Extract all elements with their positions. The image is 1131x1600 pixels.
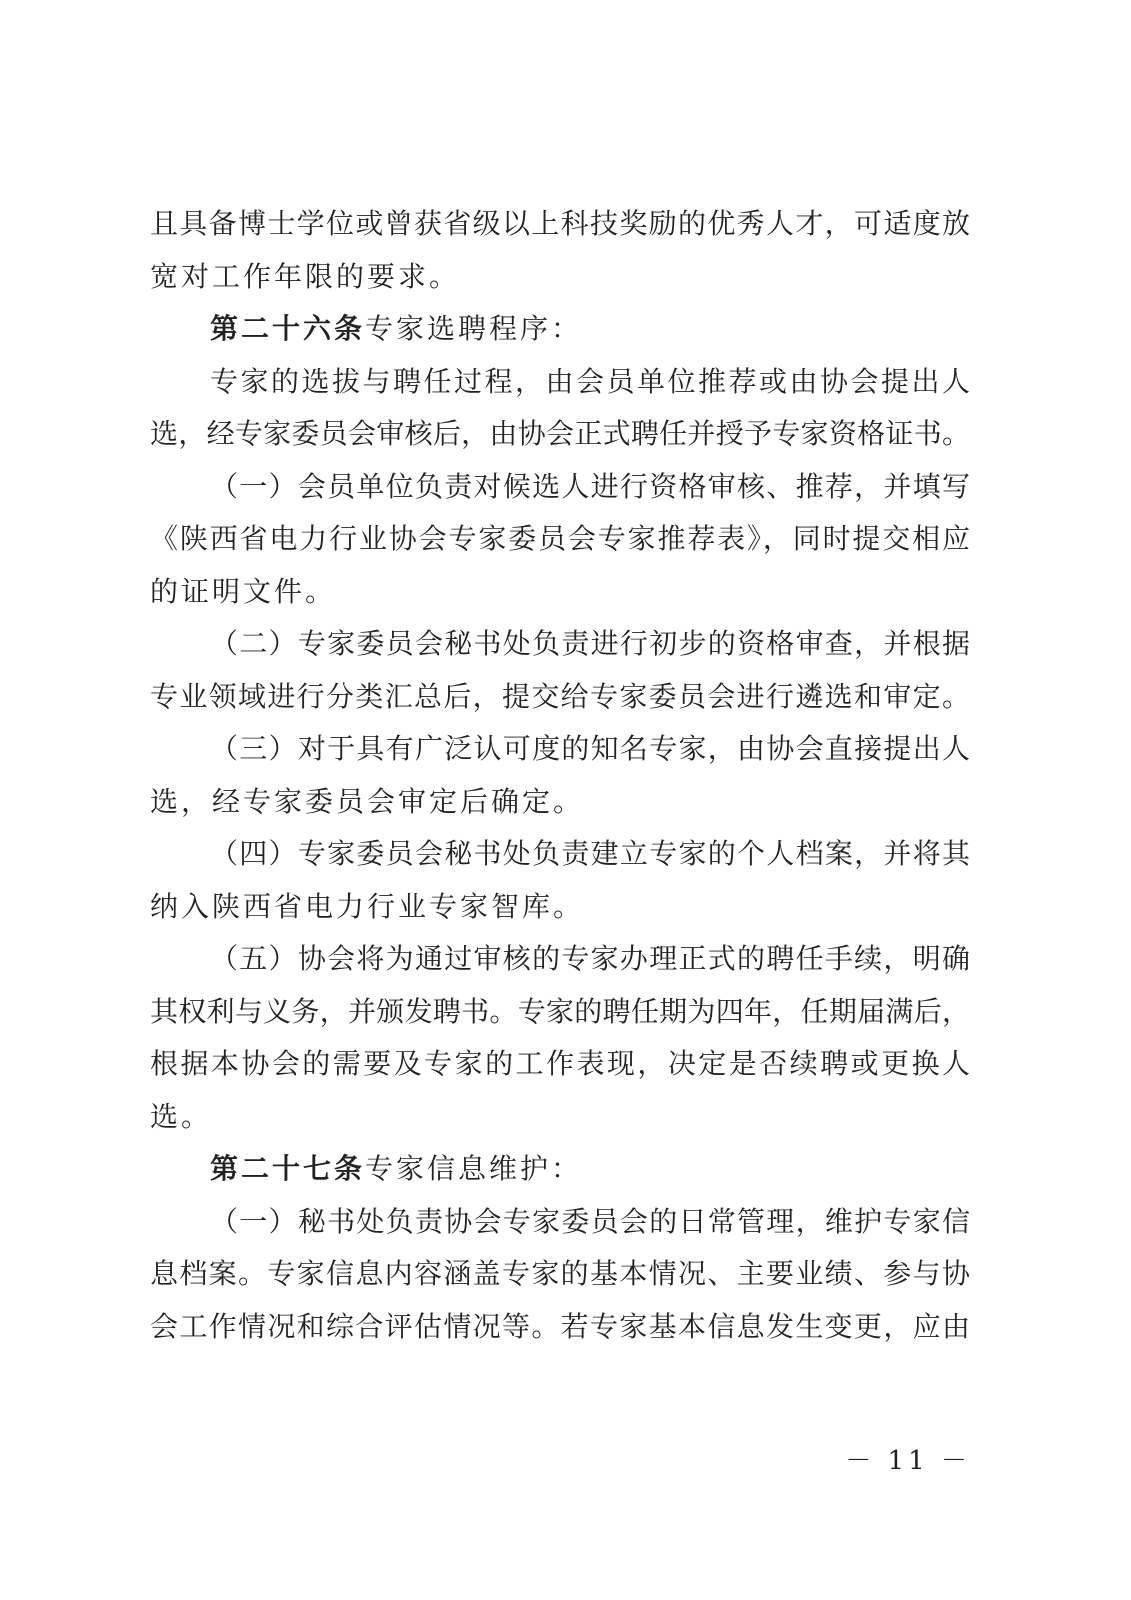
text-line: 其权利与义务，并颁发聘书。专家的聘任期为四年，任期届满后， (150, 994, 970, 1028)
article-heading (150, 303, 970, 356)
text-line: （一）秘书处负责协会专家委员会的日常管理，维护专家信 (210, 1204, 970, 1238)
text-line: 《陕西省电力行业协会专家委员会专家推荐表》，同时提交相应 (150, 522, 970, 555)
text-line: 且具备博士学位或曾获省级以上科技奖励的优秀人才，可适度放 (150, 207, 970, 240)
text-line: （五）协会将为通过审核的专家办理正式的聘任手续，明确 (210, 942, 970, 975)
text-line: （二）专家委员会秘书处负责进行初步的资格审查，并根据 (210, 627, 970, 660)
text-line: 纳入陕西省电力行业专家智库。 (150, 889, 585, 923)
text-line: 息档案。专家信息内容涵盖专家的基本情况、主要业绩、参与协 (150, 1257, 970, 1290)
text-line: 选，经专家委员会审定后确定。 (150, 784, 585, 818)
article-title: 专家选聘程序： (365, 312, 583, 345)
text-line: 选，经专家委员会审核后，由协会正式聘任并授予专家资格证书。 (150, 417, 970, 450)
article-number: 第二十六条 (210, 312, 366, 345)
text-line: （三）对于具有广泛认可度的知名专家，由协会直接提出人 (210, 732, 970, 765)
text-line: 选。 (150, 1099, 213, 1133)
text-line: 会工作情况和综合评估情况等。若专家基本信息发生变更，应由 (150, 1309, 970, 1343)
text-line: 根据本协会的需要及专家的工作表现，决定是否续聘或更换人 (150, 1047, 970, 1080)
article-heading (150, 1143, 970, 1196)
article-title: 专家信息维护： (365, 1152, 583, 1185)
page-number: － 11 － (845, 1446, 971, 1476)
text-line: 专家的选拔与聘任过程，由会员单位推荐或由协会提出人 (210, 364, 970, 398)
text-line: （四）专家委员会秘书处负责建立专家的个人档案，并将其 (210, 837, 970, 870)
article-number: 第二十七条 (210, 1152, 366, 1185)
text-line: 的证明文件。 (150, 574, 337, 608)
text-line: （一）会员单位负责对候选人进行资格审核、推荐，并填写 (210, 469, 970, 503)
text-line: 宽对工作年限的要求。 (150, 259, 461, 293)
text-line: 专业领域进行分类汇总后，提交给专家委员会进行遴选和审定。 (150, 679, 970, 713)
document-body (150, 198, 970, 1353)
